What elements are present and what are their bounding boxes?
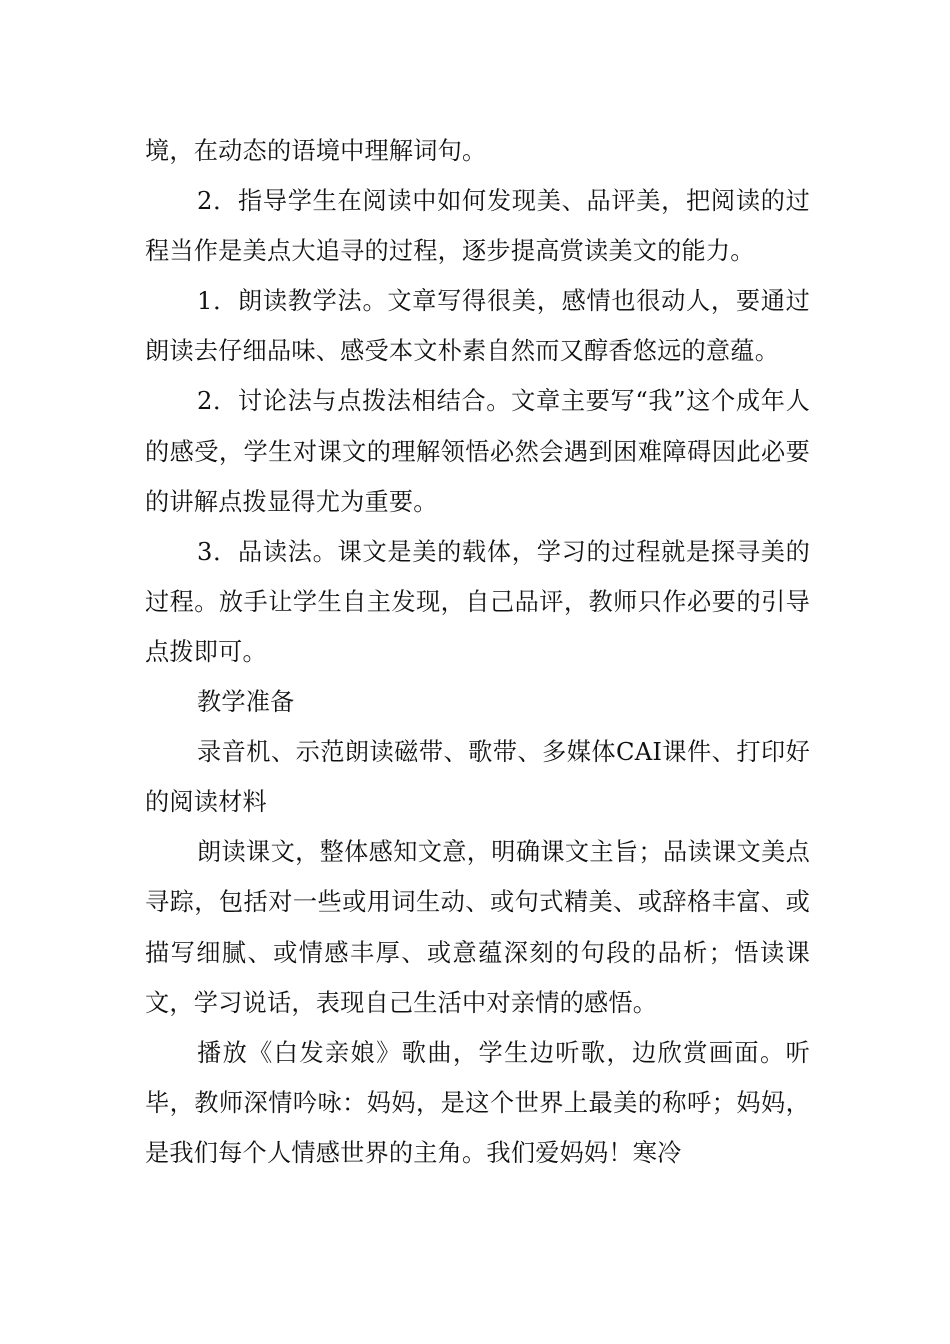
paragraph-continuation: 境，在动态的语境中理解词句。 bbox=[145, 137, 487, 165]
section-heading-preparation: 教学准备 bbox=[197, 688, 295, 717]
paragraph-process: 朗读课文，整体感知文意，明确课文主旨；品读课文美点寻踪，包括对一些或用词生动、或句式精美、或辞格丰富、或描写细腻、或情感丰厚、或意蕴深刻的句段的品析；悟读课文，学习说话，表现自己生活中对亲情的感悟。 bbox=[145, 838, 810, 1017]
paragraph-intro: 播放《白发亲娘》歌曲，学生边听歌，边欣赏画面。听毕，教师深情吟咏：妈妈，是这个世界上最美的称呼；妈妈，是我们每个人情感世界的主角。我们爱妈妈！寒冷 bbox=[145, 1038, 810, 1167]
paragraph-method-2: 2．讨论法与点拨法相结合。文章主要写“我”这个成年人的感受，学生对课文的理解领悟必然会遇到困难障碍因此必要的讲解点拨显得尤为重要。 bbox=[145, 387, 810, 516]
paragraph-method-1: 1．朗读教学法。文章写得很美，感情也很动人，要通过朗读去仔细品味、感受本文朴素自然而又醇香悠远的意蕴。 bbox=[145, 287, 810, 366]
document-page bbox=[145, 126, 810, 1178]
paragraph-materials: 录音机、示范朗读磁带、歌带、多媒体CAI课件、打印好的阅读材料 bbox=[145, 738, 810, 817]
paragraph-method-3: 3．品读法。课文是美的载体，学习的过程就是探寻美的过程。放手让学生自主发现，自己品评，教师只作必要的引导点拨即可。 bbox=[145, 537, 810, 666]
paragraph-goal-2: 2．指导学生在阅读中如何发现美、品评美，把阅读的过程当作是美点大追寻的过程，逐步提高赏读美文的能力。 bbox=[145, 187, 810, 266]
